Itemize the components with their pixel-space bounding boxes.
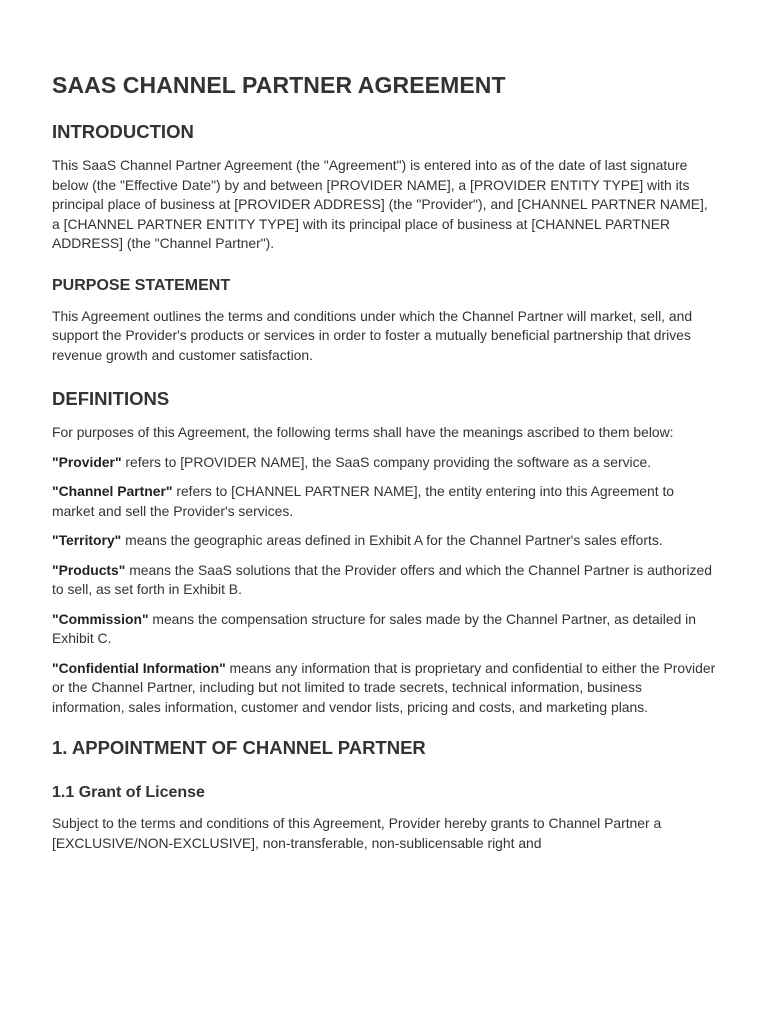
definition-term: "Commission": [52, 610, 149, 627]
definition-term: "Channel Partner": [52, 483, 173, 499]
definition-text: means any information that is proprietary and confidential to either the Provider or the Channel Partner, including but not limited to trade secrets, technical information, business information, sales information, customer and vendor lists, pricing and costs, and marketing plans.: [52, 659, 716, 715]
definition-channel-partner: [52, 482, 718, 521]
definition-text: means the SaaS solutions that the Provider offers and which the Channel Partner is authorized to sell, as set forth in Exhibit B.: [52, 561, 712, 597]
appointment-heading: 1. APPOINTMENT OF CHANNEL PARTNER: [52, 737, 426, 758]
document-title: SAAS CHANNEL PARTNER AGREEMENT: [52, 72, 506, 98]
definitions-intro: For purposes of this Agreement, the following terms shall have the meanings ascribed to them below:: [52, 424, 674, 440]
definition-territory: [52, 531, 718, 551]
definition-term: "Confidential Information": [52, 659, 226, 676]
introduction-heading: INTRODUCTION: [52, 121, 194, 142]
purpose-statement-heading: PURPOSE STATEMENT: [52, 276, 231, 294]
grant-of-license-heading: 1.1 Grant of License: [52, 784, 205, 801]
definition-confidential-information: [52, 659, 718, 718]
definition-text: means the compensation structure for sales made by the Channel Partner, as detailed in Exhibit C.: [52, 610, 696, 646]
definition-text: refers to [PROVIDER NAME], the SaaS company providing the software as a service.: [121, 453, 652, 470]
purpose-statement-body: This Agreement outlines the terms and conditions under which the Channel Partner will market, sell, and support the Provider's products or services in order to foster a mutually beneficial partnership that drives revenue growth and customer satisfaction.: [52, 307, 693, 363]
introduction-body: This SaaS Channel Partner Agreement (the "Agreement") is entered into as of the date of last signature below (the "Effective Date") by and between [PROVIDER NAME], a [PROVIDER ENTITY TYPE] with its principal place of business at [PROVIDER ADDRESS] (the "Provider"), and [CHANNEL PARTNER NAME], a [CHANNEL PARTNER ENTITY TYPE] with its principal place of business at [CHANNEL PARTNER ADDRESS] (the "Channel Partner").: [52, 157, 708, 251]
definition-text: means the geographic areas defined in Exhibit A for the Channel Partner's sales efforts.: [121, 532, 663, 548]
definition-text: refers to [CHANNEL PARTNER NAME], the entity entering into this Agreement to market and sell the Provider's services.: [52, 483, 675, 519]
definition-term: "Provider": [52, 453, 122, 470]
definition-term: "Territory": [52, 532, 122, 548]
definitions-heading: DEFINITIONS: [52, 388, 170, 409]
definition-commission: [52, 610, 718, 649]
definition-provider: [52, 453, 718, 473]
grant-of-license-body: Subject to the terms and conditions of this Agreement, Provider hereby grants to Channel Partner a [EXCLUSIVE/NON-EXCLUSIVE], non-transferable, non-sublicensable right and: [52, 815, 662, 851]
definition-products: [52, 561, 718, 600]
definition-term: "Products": [52, 561, 126, 578]
